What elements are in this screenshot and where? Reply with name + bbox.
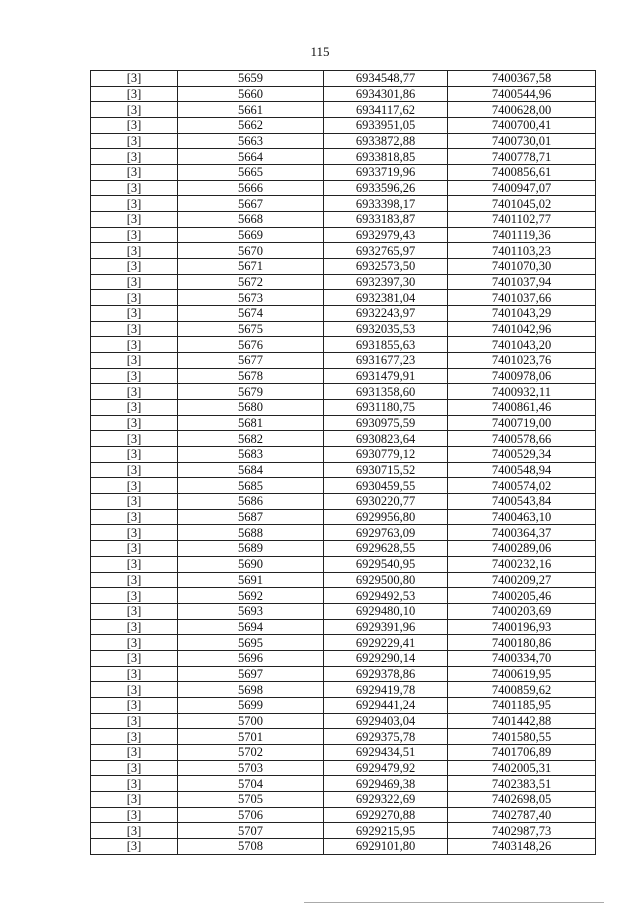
table-row bbox=[91, 838, 596, 854]
point-number-cell: 5708 bbox=[178, 838, 324, 854]
point-number-cell: 5663 bbox=[178, 133, 324, 149]
zone-cell: [3] bbox=[91, 713, 178, 729]
table-row bbox=[91, 71, 596, 87]
table-row bbox=[91, 729, 596, 745]
zone-cell: [3] bbox=[91, 353, 178, 369]
point-number-cell: 5702 bbox=[178, 744, 324, 760]
zone-cell: [3] bbox=[91, 807, 178, 823]
y-coordinate-cell: 7401043,29 bbox=[448, 306, 596, 322]
table-row bbox=[91, 353, 596, 369]
point-number-cell: 5681 bbox=[178, 415, 324, 431]
y-coordinate-cell: 7401070,30 bbox=[448, 259, 596, 275]
zone-cell: [3] bbox=[91, 384, 178, 400]
x-coordinate-cell: 6931479,91 bbox=[324, 368, 448, 384]
x-coordinate-cell: 6929500,80 bbox=[324, 572, 448, 588]
zone-cell: [3] bbox=[91, 415, 178, 431]
x-coordinate-cell: 6933951,05 bbox=[324, 118, 448, 134]
zone-cell: [3] bbox=[91, 619, 178, 635]
x-coordinate-cell: 6929375,78 bbox=[324, 729, 448, 745]
table-row bbox=[91, 525, 596, 541]
x-coordinate-cell: 6932979,43 bbox=[324, 227, 448, 243]
table-row bbox=[91, 274, 596, 290]
table-row bbox=[91, 588, 596, 604]
y-coordinate-cell: 7402383,51 bbox=[448, 776, 596, 792]
zone-cell: [3] bbox=[91, 149, 178, 165]
point-number-cell: 5701 bbox=[178, 729, 324, 745]
table-row bbox=[91, 400, 596, 416]
point-number-cell: 5673 bbox=[178, 290, 324, 306]
x-coordinate-cell: 6934117,62 bbox=[324, 102, 448, 118]
y-coordinate-cell: 7401119,36 bbox=[448, 227, 596, 243]
y-coordinate-cell: 7400463,10 bbox=[448, 509, 596, 525]
zone-cell: [3] bbox=[91, 290, 178, 306]
y-coordinate-cell: 7400978,06 bbox=[448, 368, 596, 384]
point-number-cell: 5688 bbox=[178, 525, 324, 541]
y-coordinate-cell: 7401037,66 bbox=[448, 290, 596, 306]
point-number-cell: 5664 bbox=[178, 149, 324, 165]
x-coordinate-cell: 6929956,80 bbox=[324, 509, 448, 525]
x-coordinate-cell: 6930823,64 bbox=[324, 431, 448, 447]
y-coordinate-cell: 7400196,93 bbox=[448, 619, 596, 635]
zone-cell: [3] bbox=[91, 541, 178, 557]
zone-cell: [3] bbox=[91, 462, 178, 478]
zone-cell: [3] bbox=[91, 259, 178, 275]
y-coordinate-cell: 7401045,02 bbox=[448, 196, 596, 212]
point-number-cell: 5689 bbox=[178, 541, 324, 557]
zone-cell: [3] bbox=[91, 666, 178, 682]
x-coordinate-cell: 6929215,95 bbox=[324, 823, 448, 839]
y-coordinate-cell: 7401706,89 bbox=[448, 744, 596, 760]
y-coordinate-cell: 7402698,05 bbox=[448, 791, 596, 807]
x-coordinate-cell: 6929229,41 bbox=[324, 635, 448, 651]
x-coordinate-cell: 6929290,14 bbox=[324, 650, 448, 666]
scan-edge-line bbox=[304, 902, 604, 903]
table-row bbox=[91, 462, 596, 478]
point-number-cell: 5677 bbox=[178, 353, 324, 369]
zone-cell: [3] bbox=[91, 697, 178, 713]
table-row bbox=[91, 791, 596, 807]
point-number-cell: 5683 bbox=[178, 447, 324, 463]
y-coordinate-cell: 7400700,41 bbox=[448, 118, 596, 134]
zone-cell: [3] bbox=[91, 603, 178, 619]
y-coordinate-cell: 7401042,96 bbox=[448, 321, 596, 337]
zone-cell: [3] bbox=[91, 321, 178, 337]
x-coordinate-cell: 6931180,75 bbox=[324, 400, 448, 416]
y-coordinate-cell: 7400859,62 bbox=[448, 682, 596, 698]
point-number-cell: 5660 bbox=[178, 86, 324, 102]
point-number-cell: 5675 bbox=[178, 321, 324, 337]
y-coordinate-cell: 7401103,23 bbox=[448, 243, 596, 259]
x-coordinate-cell: 6934548,77 bbox=[324, 71, 448, 87]
table-row bbox=[91, 384, 596, 400]
zone-cell: [3] bbox=[91, 133, 178, 149]
y-coordinate-cell: 7402787,40 bbox=[448, 807, 596, 823]
y-coordinate-cell: 7400543,84 bbox=[448, 494, 596, 510]
page-number: 115 bbox=[310, 44, 330, 59]
x-coordinate-cell: 6929403,04 bbox=[324, 713, 448, 729]
y-coordinate-cell: 7401043,20 bbox=[448, 337, 596, 353]
table-row bbox=[91, 227, 596, 243]
point-number-cell: 5684 bbox=[178, 462, 324, 478]
point-number-cell: 5679 bbox=[178, 384, 324, 400]
y-coordinate-cell: 7400205,46 bbox=[448, 588, 596, 604]
x-coordinate-cell: 6929391,96 bbox=[324, 619, 448, 635]
table-row bbox=[91, 290, 596, 306]
point-number-cell: 5703 bbox=[178, 760, 324, 776]
point-number-cell: 5670 bbox=[178, 243, 324, 259]
zone-cell: [3] bbox=[91, 635, 178, 651]
table-row bbox=[91, 823, 596, 839]
y-coordinate-cell: 7400856,61 bbox=[448, 165, 596, 181]
table-row bbox=[91, 447, 596, 463]
zone-cell: [3] bbox=[91, 556, 178, 572]
table-row bbox=[91, 368, 596, 384]
x-coordinate-cell: 6929101,80 bbox=[324, 838, 448, 854]
point-number-cell: 5674 bbox=[178, 306, 324, 322]
x-coordinate-cell: 6932765,97 bbox=[324, 243, 448, 259]
point-number-cell: 5680 bbox=[178, 400, 324, 416]
table-row bbox=[91, 494, 596, 510]
point-number-cell: 5666 bbox=[178, 180, 324, 196]
y-coordinate-cell: 7400574,02 bbox=[448, 478, 596, 494]
y-coordinate-cell: 7400334,70 bbox=[448, 650, 596, 666]
table-row bbox=[91, 259, 596, 275]
zone-cell: [3] bbox=[91, 791, 178, 807]
table-row bbox=[91, 149, 596, 165]
zone-cell: [3] bbox=[91, 838, 178, 854]
y-coordinate-cell: 7400947,07 bbox=[448, 180, 596, 196]
table-row bbox=[91, 682, 596, 698]
y-coordinate-cell: 7400628,00 bbox=[448, 102, 596, 118]
point-number-cell: 5671 bbox=[178, 259, 324, 275]
x-coordinate-cell: 6929419,78 bbox=[324, 682, 448, 698]
zone-cell: [3] bbox=[91, 180, 178, 196]
x-coordinate-cell: 6929434,51 bbox=[324, 744, 448, 760]
point-number-cell: 5685 bbox=[178, 478, 324, 494]
point-number-cell: 5669 bbox=[178, 227, 324, 243]
point-number-cell: 5672 bbox=[178, 274, 324, 290]
table-row bbox=[91, 635, 596, 651]
point-number-cell: 5678 bbox=[178, 368, 324, 384]
table-row bbox=[91, 180, 596, 196]
table-row bbox=[91, 321, 596, 337]
zone-cell: [3] bbox=[91, 431, 178, 447]
point-number-cell: 5682 bbox=[178, 431, 324, 447]
point-number-cell: 5705 bbox=[178, 791, 324, 807]
y-coordinate-cell: 7401102,77 bbox=[448, 212, 596, 228]
zone-cell: [3] bbox=[91, 196, 178, 212]
x-coordinate-cell: 6932243,97 bbox=[324, 306, 448, 322]
zone-cell: [3] bbox=[91, 823, 178, 839]
zone-cell: [3] bbox=[91, 525, 178, 541]
table-row bbox=[91, 760, 596, 776]
x-coordinate-cell: 6929479,92 bbox=[324, 760, 448, 776]
table-row bbox=[91, 744, 596, 760]
zone-cell: [3] bbox=[91, 494, 178, 510]
table-row bbox=[91, 650, 596, 666]
point-number-cell: 5698 bbox=[178, 682, 324, 698]
zone-cell: [3] bbox=[91, 478, 178, 494]
x-coordinate-cell: 6929270,88 bbox=[324, 807, 448, 823]
point-number-cell: 5707 bbox=[178, 823, 324, 839]
point-number-cell: 5668 bbox=[178, 212, 324, 228]
y-coordinate-cell: 7400544,96 bbox=[448, 86, 596, 102]
x-coordinate-cell: 6933398,17 bbox=[324, 196, 448, 212]
x-coordinate-cell: 6930779,12 bbox=[324, 447, 448, 463]
x-coordinate-cell: 6932397,30 bbox=[324, 274, 448, 290]
table-row bbox=[91, 619, 596, 635]
x-coordinate-cell: 6929480,10 bbox=[324, 603, 448, 619]
point-number-cell: 5690 bbox=[178, 556, 324, 572]
y-coordinate-cell: 7401580,55 bbox=[448, 729, 596, 745]
point-number-cell: 5694 bbox=[178, 619, 324, 635]
table-row bbox=[91, 133, 596, 149]
zone-cell: [3] bbox=[91, 682, 178, 698]
y-coordinate-cell: 7400778,71 bbox=[448, 149, 596, 165]
y-coordinate-cell: 7400203,69 bbox=[448, 603, 596, 619]
x-coordinate-cell: 6929469,38 bbox=[324, 776, 448, 792]
zone-cell: [3] bbox=[91, 337, 178, 353]
x-coordinate-cell: 6930975,59 bbox=[324, 415, 448, 431]
table-row bbox=[91, 478, 596, 494]
zone-cell: [3] bbox=[91, 86, 178, 102]
x-coordinate-cell: 6933872,88 bbox=[324, 133, 448, 149]
x-coordinate-cell: 6933596,26 bbox=[324, 180, 448, 196]
table-row bbox=[91, 165, 596, 181]
point-number-cell: 5665 bbox=[178, 165, 324, 181]
table-row bbox=[91, 776, 596, 792]
y-coordinate-cell: 7400619,95 bbox=[448, 666, 596, 682]
zone-cell: [3] bbox=[91, 368, 178, 384]
point-number-cell: 5696 bbox=[178, 650, 324, 666]
point-number-cell: 5667 bbox=[178, 196, 324, 212]
table-row bbox=[91, 713, 596, 729]
zone-cell: [3] bbox=[91, 212, 178, 228]
point-number-cell: 5700 bbox=[178, 713, 324, 729]
coordinates-table-body bbox=[91, 71, 596, 855]
point-number-cell: 5691 bbox=[178, 572, 324, 588]
x-coordinate-cell: 6932573,50 bbox=[324, 259, 448, 275]
y-coordinate-cell: 7402987,73 bbox=[448, 823, 596, 839]
y-coordinate-cell: 7401037,94 bbox=[448, 274, 596, 290]
point-number-cell: 5659 bbox=[178, 71, 324, 87]
table-row bbox=[91, 666, 596, 682]
zone-cell: [3] bbox=[91, 776, 178, 792]
x-coordinate-cell: 6932381,04 bbox=[324, 290, 448, 306]
x-coordinate-cell: 6929628,55 bbox=[324, 541, 448, 557]
x-coordinate-cell: 6929441,24 bbox=[324, 697, 448, 713]
zone-cell: [3] bbox=[91, 760, 178, 776]
table-row bbox=[91, 243, 596, 259]
table-row bbox=[91, 807, 596, 823]
y-coordinate-cell: 7400364,37 bbox=[448, 525, 596, 541]
table-row bbox=[91, 697, 596, 713]
y-coordinate-cell: 7400861,46 bbox=[448, 400, 596, 416]
table-row bbox=[91, 556, 596, 572]
zone-cell: [3] bbox=[91, 588, 178, 604]
zone-cell: [3] bbox=[91, 400, 178, 416]
zone-cell: [3] bbox=[91, 71, 178, 87]
zone-cell: [3] bbox=[91, 729, 178, 745]
x-coordinate-cell: 6929322,69 bbox=[324, 791, 448, 807]
point-number-cell: 5687 bbox=[178, 509, 324, 525]
point-number-cell: 5699 bbox=[178, 697, 324, 713]
y-coordinate-cell: 7400289,06 bbox=[448, 541, 596, 557]
x-coordinate-cell: 6929492,53 bbox=[324, 588, 448, 604]
y-coordinate-cell: 7400578,66 bbox=[448, 431, 596, 447]
zone-cell: [3] bbox=[91, 306, 178, 322]
zone-cell: [3] bbox=[91, 509, 178, 525]
y-coordinate-cell: 7401185,95 bbox=[448, 697, 596, 713]
table-row bbox=[91, 102, 596, 118]
coordinates-table bbox=[90, 70, 596, 855]
point-number-cell: 5704 bbox=[178, 776, 324, 792]
table-row bbox=[91, 509, 596, 525]
table-row bbox=[91, 118, 596, 134]
x-coordinate-cell: 6932035,53 bbox=[324, 321, 448, 337]
point-number-cell: 5706 bbox=[178, 807, 324, 823]
x-coordinate-cell: 6930715,52 bbox=[324, 462, 448, 478]
table-row bbox=[91, 603, 596, 619]
zone-cell: [3] bbox=[91, 650, 178, 666]
x-coordinate-cell: 6931855,63 bbox=[324, 337, 448, 353]
point-number-cell: 5697 bbox=[178, 666, 324, 682]
y-coordinate-cell: 7400548,94 bbox=[448, 462, 596, 478]
zone-cell: [3] bbox=[91, 744, 178, 760]
table-row bbox=[91, 415, 596, 431]
y-coordinate-cell: 7400367,58 bbox=[448, 71, 596, 87]
zone-cell: [3] bbox=[91, 447, 178, 463]
x-coordinate-cell: 6929763,09 bbox=[324, 525, 448, 541]
x-coordinate-cell: 6931358,60 bbox=[324, 384, 448, 400]
zone-cell: [3] bbox=[91, 243, 178, 259]
point-number-cell: 5661 bbox=[178, 102, 324, 118]
y-coordinate-cell: 7400932,11 bbox=[448, 384, 596, 400]
x-coordinate-cell: 6933818,85 bbox=[324, 149, 448, 165]
table-row bbox=[91, 306, 596, 322]
zone-cell: [3] bbox=[91, 274, 178, 290]
y-coordinate-cell: 7401023,76 bbox=[448, 353, 596, 369]
y-coordinate-cell: 7400209,27 bbox=[448, 572, 596, 588]
zone-cell: [3] bbox=[91, 227, 178, 243]
table-row bbox=[91, 212, 596, 228]
y-coordinate-cell: 7400730,01 bbox=[448, 133, 596, 149]
x-coordinate-cell: 6933183,87 bbox=[324, 212, 448, 228]
point-number-cell: 5692 bbox=[178, 588, 324, 604]
y-coordinate-cell: 7400232,16 bbox=[448, 556, 596, 572]
y-coordinate-cell: 7402005,31 bbox=[448, 760, 596, 776]
y-coordinate-cell: 7400180,86 bbox=[448, 635, 596, 651]
point-number-cell: 5686 bbox=[178, 494, 324, 510]
point-number-cell: 5695 bbox=[178, 635, 324, 651]
table-row bbox=[91, 572, 596, 588]
x-coordinate-cell: 6929378,86 bbox=[324, 666, 448, 682]
point-number-cell: 5693 bbox=[178, 603, 324, 619]
zone-cell: [3] bbox=[91, 165, 178, 181]
y-coordinate-cell: 7400529,34 bbox=[448, 447, 596, 463]
table-row bbox=[91, 337, 596, 353]
x-coordinate-cell: 6930220,77 bbox=[324, 494, 448, 510]
zone-cell: [3] bbox=[91, 118, 178, 134]
point-number-cell: 5662 bbox=[178, 118, 324, 134]
point-number-cell: 5676 bbox=[178, 337, 324, 353]
y-coordinate-cell: 7403148,26 bbox=[448, 838, 596, 854]
table-row bbox=[91, 541, 596, 557]
y-coordinate-cell: 7400719,00 bbox=[448, 415, 596, 431]
table-row bbox=[91, 86, 596, 102]
x-coordinate-cell: 6934301,86 bbox=[324, 86, 448, 102]
table-row bbox=[91, 431, 596, 447]
x-coordinate-cell: 6931677,23 bbox=[324, 353, 448, 369]
table-row bbox=[91, 196, 596, 212]
zone-cell: [3] bbox=[91, 572, 178, 588]
zone-cell: [3] bbox=[91, 102, 178, 118]
x-coordinate-cell: 6930459,55 bbox=[324, 478, 448, 494]
y-coordinate-cell: 7401442,88 bbox=[448, 713, 596, 729]
x-coordinate-cell: 6933719,96 bbox=[324, 165, 448, 181]
x-coordinate-cell: 6929540,95 bbox=[324, 556, 448, 572]
